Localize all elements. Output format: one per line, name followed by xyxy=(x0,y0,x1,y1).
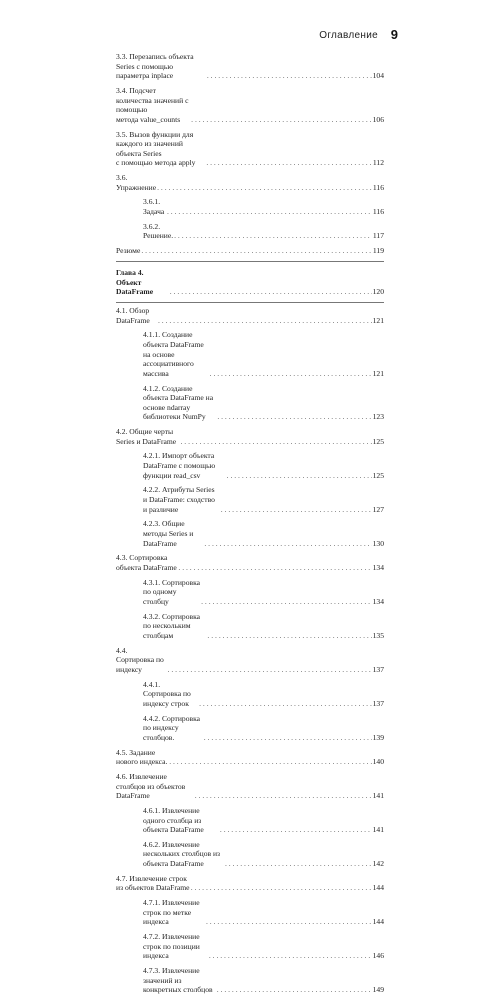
toc-entry-title-line: 4.7.3. Извлечение значений из конкретных столбцов xyxy=(143,966,213,995)
toc-entry-title xyxy=(116,306,157,325)
toc-entry-title-line: ассоциативного массива xyxy=(143,359,194,378)
toc-entry-title-line: 4.6.2. Извлечение нескольких столбцов из объекта DataFrame xyxy=(143,839,221,869)
toc-leader-dots xyxy=(167,207,372,217)
toc-entry-page: 146 xyxy=(372,951,384,961)
toc-entry-page: 141 xyxy=(372,825,384,835)
toc-entry-title-line: Глава 4. Объект DataFrame xyxy=(116,268,154,297)
toc-entry-title-line: 4.2.2. Атрибуты Series и DataFrame: сходство и различие xyxy=(143,485,215,514)
toc-entry-title-line: 4.1.1. Создание объекта DataFrame на основе xyxy=(143,330,204,359)
toc-entry-title xyxy=(116,52,206,81)
running-header-title: Оглавление xyxy=(319,30,378,41)
toc-entry-title-line: Резюме xyxy=(116,246,141,256)
toc-entry-page: 106 xyxy=(372,114,384,124)
toc-leader-dots xyxy=(191,115,371,125)
toc-entry-page: 130 xyxy=(372,538,384,548)
toc-entry-page: 112 xyxy=(372,158,384,168)
toc-entry-title-line: 4.7.2. Извлечение строк по позиции индекса xyxy=(143,932,200,961)
toc-entry[interactable] xyxy=(116,898,384,927)
toc-entry-title-line: библиотеки NumPy xyxy=(143,412,206,422)
toc-entry-page: 123 xyxy=(372,412,384,422)
toc-entry-title xyxy=(143,222,173,241)
toc-leader-dots xyxy=(157,183,372,193)
toc-entry-title-line: 3.4. Подсчет количества значений с помощью xyxy=(116,85,189,115)
toc-entry-title xyxy=(143,680,198,709)
toc-entry-page: 125 xyxy=(372,470,384,480)
toc-entry-title xyxy=(143,578,200,607)
toc-entry[interactable] xyxy=(116,330,384,378)
toc-leader-dots xyxy=(206,158,372,168)
toc-entry-title xyxy=(116,246,140,256)
toc-entry-title-line: 4.6. Извлечение столбцов из объектов DataFrame xyxy=(116,771,186,801)
toc-entry-page: 134 xyxy=(372,596,384,606)
toc-entry-title xyxy=(143,197,166,216)
toc-leader-dots xyxy=(210,369,372,379)
toc-entry-title-line: метода value_counts xyxy=(116,114,181,124)
toc-entry[interactable] xyxy=(116,612,384,641)
toc-entry-page: 135 xyxy=(372,630,384,640)
toc-entry-page: 134 xyxy=(372,562,384,572)
toc-entry-title-line: 3.6.2. Решение. xyxy=(143,221,174,241)
toc-entry-page: 149 xyxy=(372,985,384,995)
toc-entry-title-line: 3.3. Перезапись объекта Series с помощью параметра inplace xyxy=(116,52,194,81)
toc-leader-dots xyxy=(169,757,371,767)
toc-entry-page: 137 xyxy=(372,698,384,708)
toc-leader-dots xyxy=(141,246,372,256)
toc-entry-title xyxy=(143,384,216,422)
toc-leader-dots xyxy=(201,597,372,607)
toc-entry-title-line: 4.4.1. Сортировка по индексу строк xyxy=(143,679,191,708)
toc-entry-title xyxy=(116,268,169,297)
toc-entry[interactable] xyxy=(116,86,384,124)
toc-entry-title-line: 4.2. Общие черты Series и DataFrame xyxy=(116,427,177,446)
toc-entry-title-line: 3.6.1. Задача xyxy=(143,197,165,217)
toc-entry-title xyxy=(116,130,205,168)
toc-entry-page: 121 xyxy=(372,368,384,378)
toc-entry-title-line: 3.6. Упражнение xyxy=(116,173,157,192)
toc-leader-dots xyxy=(227,471,372,481)
toc-entry-page: 140 xyxy=(372,757,384,767)
toc-entry[interactable] xyxy=(116,222,384,241)
toc-leader-dots xyxy=(225,859,372,869)
toc-entry[interactable] xyxy=(116,384,384,422)
toc-entry[interactable] xyxy=(116,714,384,743)
toc-entry-title-line: 3.5. Вызов функции для каждого из значений объекта Series xyxy=(116,129,194,158)
toc-entry-title xyxy=(143,806,219,835)
toc-entry[interactable] xyxy=(116,451,384,480)
toc-entry[interactable] xyxy=(116,553,384,572)
toc-entry-title xyxy=(116,553,177,572)
toc-chapter-entry[interactable] xyxy=(116,268,384,297)
toc-leader-dots xyxy=(204,733,372,743)
chapter-rule-bottom xyxy=(116,302,384,303)
toc-leader-dots xyxy=(206,917,372,927)
toc-entry-title xyxy=(116,772,194,801)
toc-entry-title xyxy=(143,451,226,480)
toc-entry-title xyxy=(143,714,203,743)
toc-entry-title xyxy=(143,932,208,961)
toc-entry-page: 137 xyxy=(372,664,384,674)
toc-leader-dots xyxy=(174,231,372,241)
toc-entry-page: 141 xyxy=(372,791,384,801)
toc-entry-title-line: 4.7. Извлечение строк из объектов DataFrame xyxy=(116,873,190,893)
toc-entry[interactable] xyxy=(116,306,384,325)
toc-entry-title-line: 4.3. Сортировка объекта DataFrame xyxy=(116,553,177,572)
toc-entry-title-line: 4.7.1. Извлечение строк по метке индекса xyxy=(143,898,200,927)
toc-leader-dots xyxy=(195,791,372,801)
toc-entry-page: 120 xyxy=(372,287,384,297)
toc-entry[interactable] xyxy=(116,519,384,548)
toc-entry[interactable] xyxy=(116,646,384,675)
toc-entry-page: 144 xyxy=(372,917,384,927)
toc-leader-dots xyxy=(191,883,372,893)
toc-entry-title xyxy=(143,898,205,927)
toc-entry-page: 142 xyxy=(372,859,384,869)
toc-entry-title xyxy=(143,840,224,869)
toc-entry-title-line: 4.1.2. Создание объекта DataFrame на основе ndarray xyxy=(143,383,214,412)
toc-leader-dots xyxy=(168,665,372,675)
page-header xyxy=(0,0,500,50)
toc-entry-title-line: 4.6.1. Извлечение одного столбца из объекта DataFrame xyxy=(143,805,204,835)
toc-entry[interactable] xyxy=(116,932,384,961)
toc-entry-title-line: с помощью метода apply xyxy=(116,158,196,168)
toc-entry-title xyxy=(116,874,190,893)
toc-entry[interactable] xyxy=(116,680,384,709)
page-number: 9 xyxy=(390,27,398,42)
toc-entry-page: 104 xyxy=(372,71,384,81)
toc-entry[interactable] xyxy=(116,966,384,995)
toc-leader-dots xyxy=(207,631,371,641)
toc-entry-page: 117 xyxy=(372,231,384,241)
toc-entry-title-line: 4.1. Обзор DataFrame xyxy=(116,305,150,325)
table-of-contents xyxy=(116,52,384,1000)
toc-entry-title xyxy=(116,427,179,446)
toc-entry[interactable] xyxy=(116,197,384,216)
toc-entry-title-line: 4.5. Задание нового индекса. xyxy=(116,747,168,767)
toc-leader-dots xyxy=(199,699,372,709)
toc-leader-dots xyxy=(170,287,372,297)
toc-entry-title xyxy=(116,646,167,675)
toc-entry-title-line: 4.4. Сортировка по индексу xyxy=(116,645,164,674)
toc-entry-page: 116 xyxy=(372,182,384,192)
toc-entry-title xyxy=(143,612,206,641)
toc-entry-title xyxy=(116,748,168,767)
toc-leader-dots xyxy=(204,539,371,549)
toc-entry-page: 144 xyxy=(372,883,384,893)
toc-entry[interactable] xyxy=(116,173,384,192)
toc-entry[interactable] xyxy=(116,427,384,446)
toc-entry-title-line: 4.3.1. Сортировка по одному столбцу xyxy=(143,577,201,606)
toc-entry-page: 116 xyxy=(372,207,384,217)
toc-entry-page: 139 xyxy=(372,732,384,742)
toc-entry[interactable] xyxy=(116,130,384,168)
toc-entry-title-line: 4.2.1. Импорт объекта DataFrame с помощью функции read_csv xyxy=(143,451,216,480)
toc-leader-dots xyxy=(178,563,371,573)
toc-entry-title xyxy=(116,86,190,124)
toc-entry-page: 121 xyxy=(372,315,384,325)
toc-entry[interactable] xyxy=(116,578,384,607)
toc-entry-page: 127 xyxy=(372,504,384,514)
chapter-rule-top xyxy=(116,261,384,262)
toc-entry[interactable] xyxy=(116,772,384,801)
toc-leader-dots xyxy=(180,437,371,447)
toc-entry[interactable] xyxy=(116,874,384,893)
toc-entry[interactable] xyxy=(116,806,384,835)
toc-leader-dots xyxy=(220,825,372,835)
toc-leader-dots xyxy=(158,316,372,326)
toc-entry[interactable] xyxy=(116,246,384,256)
toc-entry-title xyxy=(143,330,209,378)
toc-entry-title-line: 4.4.2. Сортировка по индексу столбцов. xyxy=(143,713,201,742)
toc-leader-dots xyxy=(209,951,372,961)
toc-entry-title xyxy=(143,966,216,995)
toc-entry-title xyxy=(116,173,156,192)
toc-entry-page: 125 xyxy=(372,436,384,446)
toc-entry[interactable] xyxy=(116,748,384,767)
toc-leader-dots xyxy=(207,71,372,81)
toc-leader-dots xyxy=(217,985,372,995)
toc-entry-title-line: 4.2.3. Общие методы Series и DataFrame xyxy=(143,519,194,548)
toc-entry-title xyxy=(143,519,203,548)
toc-entry[interactable] xyxy=(116,52,384,81)
toc-leader-dots xyxy=(221,505,372,515)
toc-entry-title-line: 4.3.2. Сортировка по нескольким столбцам xyxy=(143,611,201,640)
toc-leader-dots xyxy=(217,412,371,422)
toc-entry[interactable] xyxy=(116,840,384,869)
toc-entry-page: 119 xyxy=(372,246,384,256)
